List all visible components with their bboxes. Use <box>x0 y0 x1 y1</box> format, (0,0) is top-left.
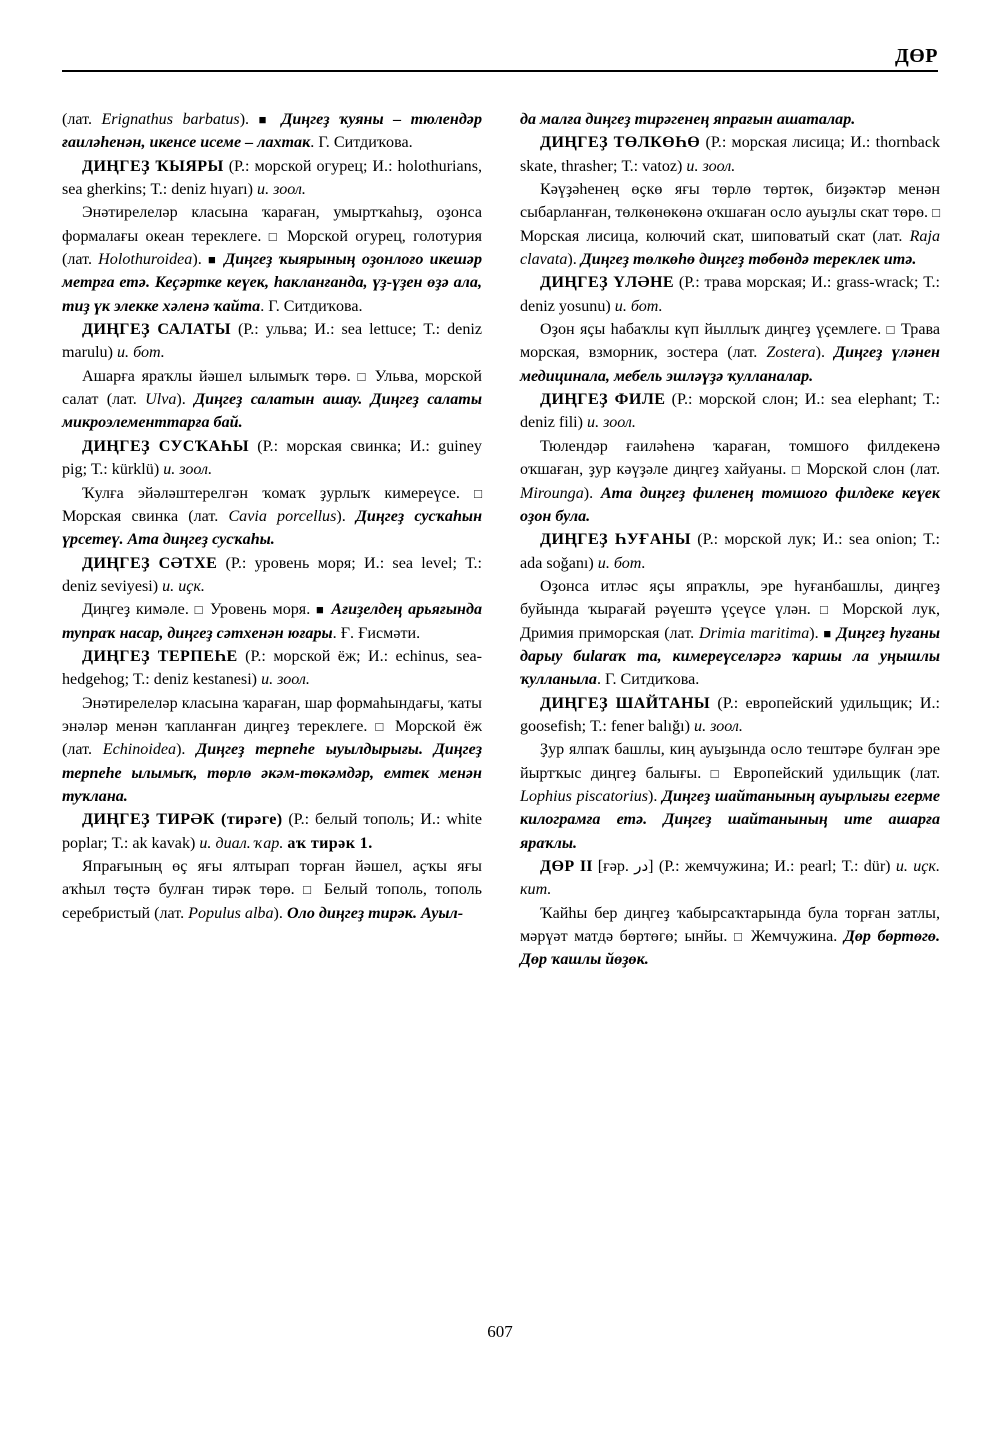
latin-name: Erignathus barbatus <box>101 111 240 128</box>
entry-headword: ДИҢГЕҘ ҠЫЯРЫ <box>82 157 224 175</box>
definition-text: Трава морская, взморник, зостера (лат. <box>520 321 940 362</box>
entry-headword: ДИҢГЕҘ ФИЛЕ <box>540 391 666 409</box>
latin-name: Ulva <box>145 391 177 409</box>
definition-text: Энәтирелеләр класына ҡараған, умыртҡаһыҙ, оҙонса формалағы океан тереклеге. <box>62 204 482 245</box>
page-header <box>62 46 938 72</box>
entry-translations: (Р.: морской лук; И.: sea onion; Т.: ada soğanı) <box>520 531 940 572</box>
definition-text: Кәүҙәһенең өҫкө яғы төрлө төртөк, биҙәктәр менән сыбарланған, төлкөнөкөнә оҡшаған осло ауыҙлы скат төрө. <box>520 181 940 222</box>
entry-grammar-label: и. иҫк. <box>162 577 205 595</box>
definition-text: ). <box>567 251 581 269</box>
definition-text: . Ғ. Ғисмәти. <box>332 624 421 642</box>
definition-text: Ульва, морской салат (лат. <box>62 367 482 409</box>
definition-text: Морской огурец, голотурия (лат. <box>62 227 482 269</box>
example-sentence: Диңгеҙ сусҡаһын үрсетеү. Ата диңгеҙ сусҡаһы. <box>62 507 483 549</box>
definition-text: . Г. Ситдиҡова. <box>596 671 700 689</box>
entry-head-paragraph <box>520 131 940 178</box>
latin-name: Lophius piscatorius <box>520 787 649 805</box>
entry-headword-inflection: (тирәге) <box>214 811 283 829</box>
entry-translations: (Р.: жемчужина; И.: pearl; Т.: dür) <box>658 858 896 875</box>
entry-translations: (Р.: морской слон; И.: sea elephant; Т.: deniz fili) <box>520 391 940 432</box>
open-square-marker <box>820 601 833 618</box>
open-square-marker <box>711 765 724 782</box>
text-columns <box>62 108 940 972</box>
entry-definition-paragraph <box>520 318 940 388</box>
open-square-marker <box>303 881 315 898</box>
definition-text: ). <box>336 507 356 525</box>
open-square-marker <box>195 601 205 618</box>
definition-text: Жемчужина. <box>744 928 844 946</box>
entry-definition-paragraph <box>520 902 940 972</box>
entry-grammar-label: и. диал. ҡар. <box>199 834 284 852</box>
entry-grammar-label: и. зоол. <box>686 157 736 175</box>
entry-definition-paragraph <box>520 435 940 528</box>
entry-cross-reference: аҡ тирәк 1. <box>287 834 373 852</box>
entry-definition-paragraph <box>62 482 482 552</box>
filled-square-marker <box>208 251 218 268</box>
entry-head-paragraph <box>520 528 940 575</box>
entry-head-paragraph <box>520 855 940 902</box>
example-sentence: Диңгеҙ һуғаны дарыу бularaҡ та, кимереүселәргә ҡаршы ла уңышлы ҡулланыла <box>520 624 941 689</box>
definition-text: Энәтирелеләр класына ҡараған, шар формаһындағы, ҡаты энәләр менән ҡапланған диңгеҙ тереклеге. <box>62 694 482 735</box>
entry-headword: ДИҢГЕҘ СУСҠАҺЫ <box>82 437 249 455</box>
entry-definition-paragraph <box>520 575 940 692</box>
entry-translations: (Р.: морской огурец; И.: holothurians, sea gherkins; Т.: deniz hıyarı) <box>62 157 482 199</box>
example-sentence: Оло диңгеҙ тирәк. Ауыл- <box>286 904 464 922</box>
entry-homonym-number: II <box>574 858 593 875</box>
entry-translations: (Р.: уровень моря; И.: sea level; Т.: deniz seviyesi) <box>62 554 482 595</box>
definition-text: ). <box>809 624 824 642</box>
column-left <box>62 108 482 972</box>
definition-text: Диңгеҙ кимәле. <box>82 601 195 619</box>
example-sentence: Ата диңгеҙ филенең томшоғо филдеке кеүек оҙон була. <box>520 484 940 525</box>
definition-text: Морская свинка (лат. <box>62 507 229 525</box>
open-square-marker <box>375 718 387 735</box>
definition-text: Морская лисица, колючий скат, шиповатый скат (лат. <box>520 227 910 245</box>
entry-head-paragraph <box>520 271 940 318</box>
entry-definition-paragraph <box>62 598 482 645</box>
definition-text: Морской слон (лат. <box>801 461 940 479</box>
entry-headword: ДӨР <box>540 858 575 875</box>
example-sentence: Диңгеҙ үләнен медицинала, мебель эшләүҙә ҡулланалар. <box>520 344 940 385</box>
entry-head-paragraph <box>62 318 482 365</box>
filled-square-marker <box>823 625 832 642</box>
definition-text: ). <box>239 111 259 128</box>
definition-text: Морской лук, Дримия приморская (лат. <box>520 601 940 642</box>
entry-grammar-label: и. зоол. <box>163 461 213 479</box>
entry-translations: (Р.: морской ёж; И.: echinus, sea-hedgehog; Т.: deniz kestanesi) <box>62 647 482 689</box>
entry-translations: (Р.: европейский удильщик; И.: goosefish; Т.: fener balığı) <box>520 694 940 735</box>
example-sentence: Диңгеҙ төлкөһө диңгеҙ төбөндә тереклек итә. <box>580 251 917 269</box>
example-sentence: Диңгеҙ шайтанының ауырлығы егерме килограмға етә. Диңгеҙ шайтанының ите ашарға яраҡлы. <box>520 787 941 852</box>
definition-text: ). <box>192 251 208 269</box>
example-sentence: да малға диңгеҙ тирәгенең япрағын ашаталар. <box>520 111 856 128</box>
example-sentence: Ағиҙелдең арьяғында тупраҡ насар, диңгеҙ сәтхенән юғары <box>62 601 482 642</box>
entry-headword: ДИҢГЕҘ ТӨЛКӨҺӨ <box>540 134 701 152</box>
entry-definition-paragraph <box>62 692 482 809</box>
definition-text: . Г. Ситдиҡова. <box>260 297 363 315</box>
latin-name: Echinoidea <box>102 741 177 759</box>
entry-head-paragraph <box>520 388 940 435</box>
latin-name: Populus alba <box>188 904 274 922</box>
open-square-marker <box>474 485 482 502</box>
definition-text: ). <box>176 741 197 759</box>
entry-translations: (Р.: морская свинка; И.: guiney pig; Т.: kürklü) <box>62 437 482 479</box>
entry-grammar-label: и. бот. <box>597 554 646 572</box>
entry-headword: ДИҢГЕҘ ШАЙТАНЫ <box>540 694 711 712</box>
entry-headword: ДИҢГЕҘ СӘТХЕ <box>82 554 218 572</box>
definition-text: (лат. <box>62 111 102 128</box>
definition-text: Ҡайһы бер диңгеҙ ҡабырсаҡтарында була торған затлы, мәрүәт матдә бөртөгө; ынйы. <box>520 904 940 946</box>
entry-definition-paragraph <box>62 365 482 435</box>
entry-translations: (Р.: морская лисица; И.: thornback skate, thrasher; Т.: vatoz) <box>520 134 941 175</box>
open-square-marker <box>734 928 744 945</box>
definition-text: ). <box>176 391 195 409</box>
definition-text: . Г. Ситдиҡова. <box>310 134 413 152</box>
latin-name: Zostera <box>766 344 816 362</box>
definition-text: Ҙур ялпаҡ башлы, киң ауыҙында осло тештәре булған эре йыртҡыс диңгеҙ балығы. <box>520 741 940 782</box>
entry-translations: (Р.: ульва; И.: sea lettuce; Т.: deniz marulu) <box>62 321 482 362</box>
entry-definition-paragraph <box>520 178 940 271</box>
filled-square-marker <box>316 601 326 618</box>
entry-headword: ДИҢГЕҘ САЛАТЫ <box>82 321 231 339</box>
entry-grammar-label: и. бот. <box>614 297 663 315</box>
header-rule <box>62 70 938 72</box>
example-sentence: Дөр бөртөгө. Дөр ҡашлы йөҙөк. <box>520 928 940 969</box>
example-sentence: Диңгеҙ ҡуяны – тюлендәр ғаиләһенән, икенсе исеме – лахтак <box>62 111 482 152</box>
definition-text: Тюлендәр ғаиләһенә ҡараған, томшоғо филдекенә оҡшаған, ҙур кәүҙәле диңгеҙ хайуаны. <box>520 437 940 479</box>
latin-name: Raja clavata <box>520 227 940 269</box>
example-sentence: Диңгеҙ ҡыярының оҙонлоғо икешәр метрға етә. Кеҫәртке кеүек, һакланғанда, үҙ-үҙен өҙә ала, тиҙ үк элекке хәленә ҡайта <box>62 251 482 315</box>
etymology-arabic-script: در <box>634 857 649 875</box>
page-folio: 607 <box>487 1322 513 1341</box>
entry-head-paragraph <box>62 645 482 692</box>
entry-translations: (Р.: белый тополь; И.: white poplar; Т.: ak kavak) <box>62 811 482 852</box>
entry-grammar-label: и. бот. <box>116 344 165 362</box>
definition-text: Ашарға яраҡлы йәшел ылымыҡ төрө. <box>82 367 358 385</box>
open-square-marker <box>269 228 280 245</box>
definition-text: Уровень моря. <box>204 601 317 619</box>
entry-head-paragraph <box>62 155 482 202</box>
entry-definition-paragraph <box>520 738 940 855</box>
entry-definition-paragraph <box>62 201 482 318</box>
definition-text: Оҙон яҫы һабаҡлы күп йыллыҡ диңгеҙ үҫемлеге. <box>540 321 887 339</box>
entry-headword: ДИҢГЕҘ ҺУҒАНЫ <box>540 531 691 549</box>
entry-definition-paragraph <box>62 855 482 925</box>
filled-square-marker <box>259 111 272 128</box>
definition-text: ). <box>648 787 663 805</box>
entry-head-paragraph <box>520 692 940 739</box>
definition-text: Япрағының өҫ яғы ялтырап торған йәшел, аҫҡы яғы аҡһыл төҫтә булған тирәк төрө. <box>62 858 482 899</box>
open-square-marker <box>357 368 368 385</box>
entry-head-paragraph <box>62 808 482 855</box>
continuation-paragraph <box>62 108 482 155</box>
running-head: ДӨР <box>894 45 938 67</box>
entry-grammar-label: и. иҫк. кит. <box>520 858 940 899</box>
latin-name: Cavia porcellus <box>228 507 337 525</box>
entry-grammar-label: и. зоол. <box>261 671 310 689</box>
definition-text: ). <box>273 904 287 922</box>
definition-text: Морской ёж (лат. <box>62 717 482 759</box>
example-sentence: Диңгеҙ терпеһе ыуылдырығы. Диңгеҙ терпеһе ылымыҡ, төрлө әкәм-төкәмдәр, емтек менән туҡлана. <box>62 741 482 805</box>
entry-grammar-label: и. зоол. <box>257 181 306 199</box>
open-square-marker <box>792 461 801 478</box>
continuation-paragraph <box>520 108 940 131</box>
latin-name: Drimia maritima <box>698 624 810 642</box>
latin-name: Holothuroidea <box>98 251 193 269</box>
entry-translations: (Р.: трава морская; И.: grass-wrack; Т.: deniz yosunu) <box>520 274 940 315</box>
definition-text: ). <box>815 344 835 362</box>
definition-text: Оҙонса итләс яҫы япраҡлы, эре һуғанбашлы, диңгеҙ буйында ҡырағай рәүештә үҫеүсе үлән. <box>520 577 940 619</box>
open-square-marker <box>887 321 896 338</box>
entry-grammar-label: и. зоол. <box>694 717 743 735</box>
entry-headword: ДИҢГЕҘ ТЕРПЕҺЕ <box>82 647 238 665</box>
definition-text: Ҡулға эйәләштерелгән ҡомаҡ ҙурлыҡ кимереүсе. <box>82 484 475 502</box>
definition-text: Европейский удильщик (лат. <box>723 764 940 782</box>
definition-text: ). <box>583 484 601 502</box>
open-square-marker <box>932 204 940 221</box>
latin-name: Mirounga <box>520 484 584 502</box>
entry-head-paragraph <box>62 435 482 482</box>
entry-etymology: [ғәр. در] <box>592 857 659 875</box>
entry-headword: ДИҢГЕҘ ҮЛӘНЕ <box>540 274 674 292</box>
column-right <box>520 108 940 972</box>
definition-text: Белый тополь, тополь серебристый (лат. <box>62 881 482 922</box>
entry-headword: ДИҢГЕҘ ТИРӘК <box>82 811 215 829</box>
entry-head-paragraph <box>62 552 482 599</box>
entry-grammar-label: и. зоол. <box>587 414 636 432</box>
example-sentence: Диңгеҙ салатын ашау. Диңгеҙ салаты микроэлементтарға бай. <box>62 391 482 432</box>
